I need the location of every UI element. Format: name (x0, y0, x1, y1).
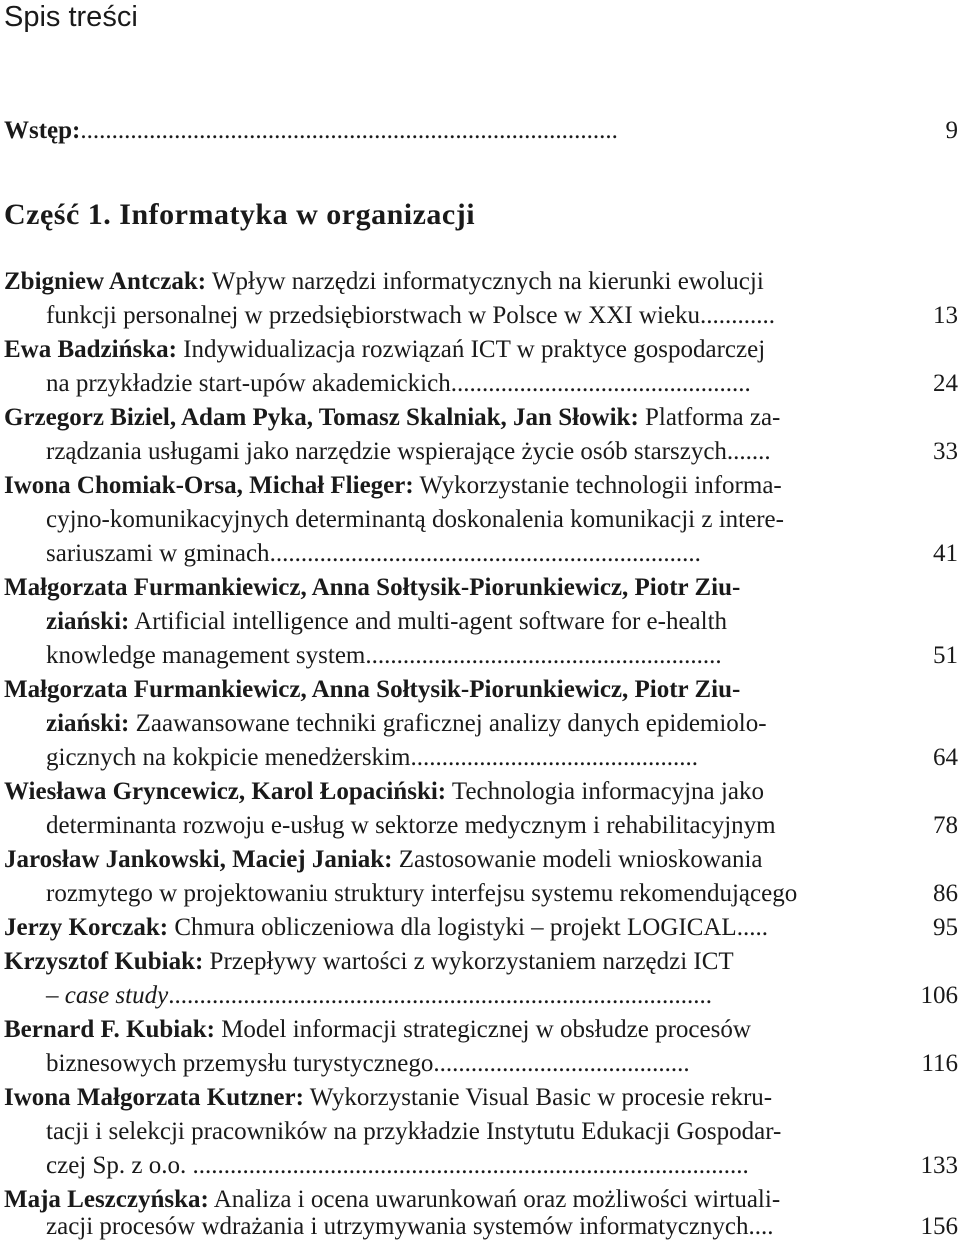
entry-title: rządzania usługami jako narzędzie wspierające życie osób starszych (46, 438, 727, 465)
dot-leader: ....... (726, 438, 771, 465)
page-title: Spis treści (4, 1, 138, 33)
dot-leader: ......................................................................................... (186, 1152, 749, 1179)
entry-author: Ewa Badzińska: (4, 336, 177, 363)
entry-author: Małgorzata Furmankiewicz, Anna Sołtysik-Piorunkiewicz, Piotr Ziu- (4, 574, 741, 601)
dot-leader: ..... (736, 914, 768, 941)
entry-author: Maja Leszczyńska: (4, 1186, 209, 1213)
page-number: 13 (933, 302, 958, 329)
dot-leader: .... (748, 1213, 774, 1240)
entry-author: Wiesława Gryncewicz, Karol Łopaciński: (4, 778, 447, 805)
entry-author: Zbigniew Antczak: (4, 268, 207, 295)
part-heading: Część 1. Informatyka w organizacji (4, 198, 476, 231)
entry-title: knowledge management system (46, 642, 366, 669)
entry-title: Wykorzystanie Visual Basic w procesie rekru- (303, 1084, 773, 1111)
entry-title: Technologia informacyjna jako (446, 778, 764, 805)
entry-author: Grzegorz Biziel, Adam Pyka, Tomasz Skalniak, Jan Słowik: (4, 404, 639, 431)
page-number: 64 (933, 744, 958, 771)
entry-author: Małgorzata Furmankiewicz, Anna Sołtysik-Piorunkiewicz, Piotr Ziu- (4, 676, 741, 703)
entry-title: Model informacji strategicznej w obsłudze procesów (214, 1016, 751, 1043)
entry-title: zacji procesów wdrażania i utrzymywania systemów informatycznych (46, 1213, 749, 1240)
dot-leader: ................................................ (450, 370, 751, 397)
entry-title: sariuszami w gminach (46, 540, 270, 567)
entry-title: biznesowych przemysłu turystycznego (46, 1050, 434, 1077)
entry-title: Zastosowanie modeli wnioskowania (392, 846, 763, 873)
dot-leader: ............ (700, 302, 775, 329)
entry-title: Artificial intelligence and multi-agent software for e-health (129, 608, 728, 635)
entry-title: – (46, 982, 65, 1009)
entry-title: Platforma za- (638, 404, 781, 431)
page-number: 133 (920, 1152, 958, 1179)
entry-title: determinanta rozwoju e-usług w sektorze medycznym i rehabilitacyjnym (46, 812, 776, 839)
entry-title: gicznych na kokpicie menedżerskim (46, 744, 411, 771)
page-number: 106 (920, 982, 958, 1009)
entry-title: Zaawansowane techniki graficznej analizy danych epidemiolo- (129, 710, 767, 737)
page-number: 95 (933, 914, 958, 941)
page-number: 86 (933, 880, 958, 907)
page-number: 51 (933, 642, 958, 669)
entry-title: case study (64, 982, 169, 1009)
entry-title: Wykorzystanie technologii informa- (413, 472, 782, 499)
entry-author: Iwona Małgorzata Kutzner: (4, 1084, 304, 1111)
entry-title: rozmytego w projektowaniu struktury interfejsu systemu rekomendującego (46, 880, 798, 907)
dot-leader: ....................................................................................... (168, 982, 712, 1009)
entry-title: Wpływ narzędzi informatycznych na kierunki ewolucji (206, 268, 764, 295)
entry-title: Chmura obliczeniowa dla logistyki – projekt LOGICAL (168, 914, 737, 941)
dot-leader: ..................................................................... (269, 540, 701, 567)
intro-label: Wstęp: (4, 117, 81, 144)
entry-title: Analiza i ocena uwarunkowań oraz możliwości wirtuali- (208, 1186, 781, 1213)
page-number: 156 (920, 1213, 958, 1240)
entry-title: tacji i selekcji pracowników na przykładzie Instytutu Edukacji Gospodar- (46, 1118, 782, 1145)
entry-author: ziański: (46, 608, 130, 635)
entry-author: Iwona Chomiak-Orsa, Michał Flieger: (4, 472, 414, 499)
page-number: 116 (921, 1050, 958, 1077)
dot-leader: ......................................... (433, 1050, 690, 1077)
entry-author: Krzysztof Kubiak: (4, 948, 204, 975)
entry-author: Bernard F. Kubiak: (4, 1016, 215, 1043)
entry-author: ziański: (46, 710, 130, 737)
dot-leader: .............................................. (410, 744, 698, 771)
dot-leader: ...................................................................................... (80, 117, 618, 144)
entry-title: czej Sp. z o.o. (46, 1152, 187, 1179)
page-number: 78 (933, 812, 958, 839)
page-number: 41 (933, 540, 958, 567)
entry-author: Jerzy Korczak: (4, 914, 169, 941)
page-number: 24 (933, 370, 958, 397)
entry-title: na przykładzie start-upów akademickich (46, 370, 451, 397)
entry-author: Jarosław Jankowski, Maciej Janiak: (4, 846, 393, 873)
page-number: 33 (933, 438, 958, 465)
page-number: 9 (945, 117, 958, 144)
dot-leader: ......................................................... (365, 642, 722, 669)
entry-title: Indywidualizacja rozwiązań ICT w praktyce gospodarczej (176, 336, 766, 363)
entry-title: Przepływy wartości z wykorzystaniem narzędzi ICT (203, 948, 734, 975)
entry-title: cyjno-komunikacyjnych determinantą doskonalenia komunikacji z intere- (46, 506, 784, 533)
entry-title: funkcji personalnej w przedsiębiorstwach w Polsce w XXI wieku (46, 302, 700, 329)
